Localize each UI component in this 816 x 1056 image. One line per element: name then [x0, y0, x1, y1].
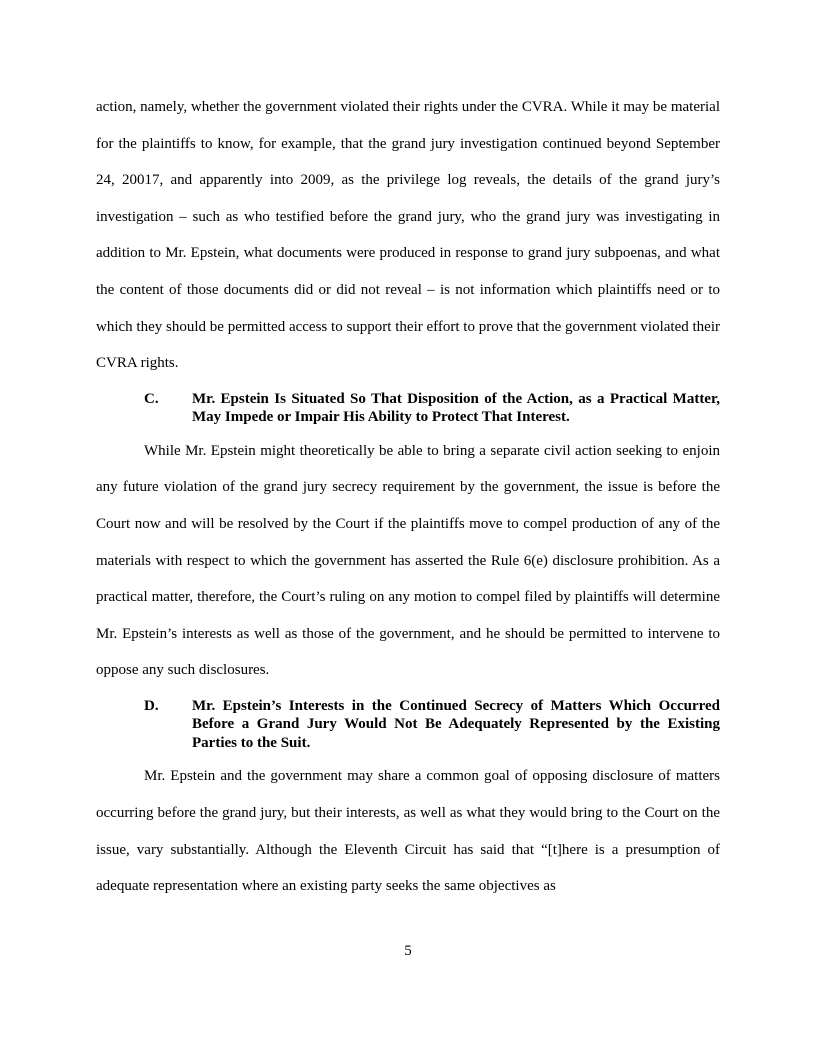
document-body	[96, 89, 720, 905]
section-title-d: Mr. Epstein’s Interests in the Continued Secrecy of Matters Which Occurred Before a Grand Jury Would Not Be Adequately Represented by the Existing Parties to the Suit.	[192, 697, 720, 751]
paragraph-1: action, namely, whether the government violated their rights under the CVRA. While it may be material for the plaintiffs to know, for example, that the grand jury investigation continued beyond September 24, 20017, and apparently into 2009, as the privilege log reveals, the details of the grand jury’s investigation – such as who testified before the grand jury, who the grand jury was investigating in addition to Mr. Epstein, what documents were produced in response to grand jury subpoenas, and what the content of those documents did or did not reveal – is not information which plaintiffs need or to which they should be permitted access to support their effort to prove that the government violated their CVRA rights.	[96, 99, 720, 372]
paragraph-3: Mr. Epstein and the government may share a common goal of opposing disclosure of matters occurring before the grand jury, but their interests, as well as what they would bring to the Court on the issue, vary substantially. Although the Eleventh Circuit has said that “[t]here is a presumption of adequate representation where an existing party seeks the same objectives as	[96, 768, 720, 895]
section-letter-d: D.	[144, 697, 159, 714]
section-letter-c: C.	[144, 390, 159, 407]
section-heading-c	[96, 390, 720, 427]
paragraph-2: While Mr. Epstein might theoretically be able to bring a separate civil action seeking to enjoin any future violation of the grand jury secrecy requirement by the government, the issue is before the Court now and will be resolved by the Court if the plaintiffs move to compel production of any of the materials with respect to which the government has asserted the Rule 6(e) disclosure prohibition. As a practical matter, therefore, the Court’s ruling on any motion to compel filed by plaintiffs will determine Mr. Epstein’s interests as well as those of the government, and he should be permitted to intervene to oppose any such disclosures.	[96, 442, 720, 679]
section-heading-d	[96, 697, 720, 753]
section-title-c: Mr. Epstein Is Situated So That Disposition of the Action, as a Practical Matter, May Impede or Impair His Ability to Protect That Interest.	[192, 390, 720, 426]
page-number: 5	[404, 943, 412, 959]
